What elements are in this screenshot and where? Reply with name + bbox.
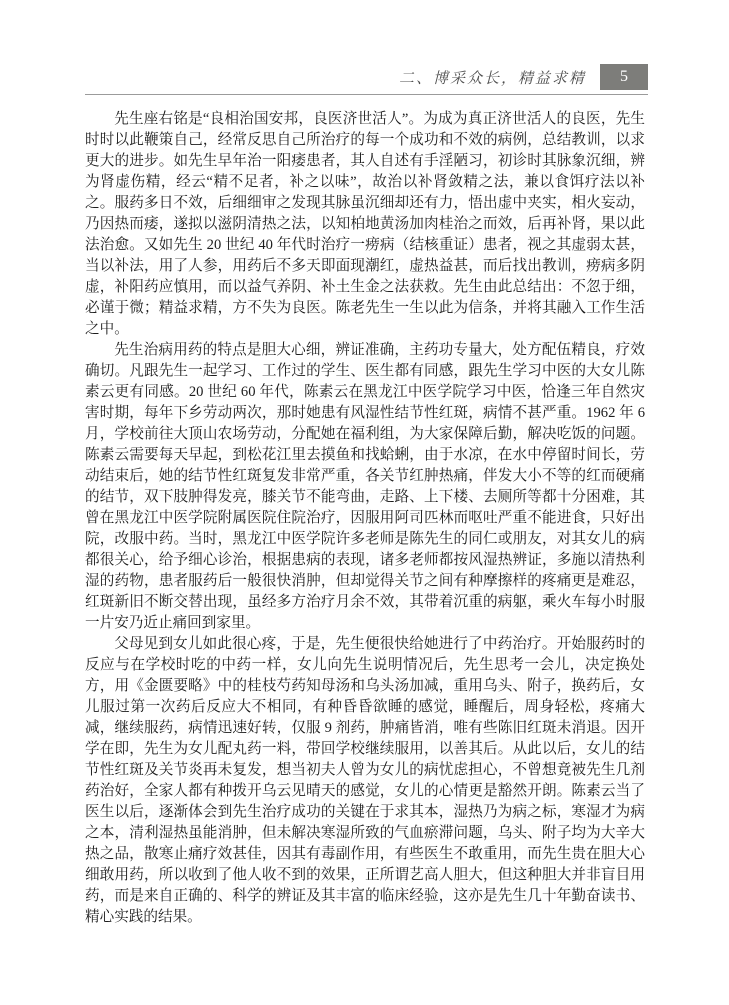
paragraph-3: 父母见到女儿如此很心疼，于是，先生便很快给她进行了中药治疗。开始服药时的反应与在学校时吃的中药一样，女儿向先生说明情况后，先生思考一会儿，决定换处方，用《金匮要略》中的桂枝芍药知母汤和乌头汤加减，重用乌头、附子，换药后，女儿服过第一次药后反应大不相同，有种昏昏欲睡的感觉，睡醒后，周身轻松，疼痛大减，继续服药，病情迅速好转，仅服 9 剂药，肿痛皆消，唯有些陈旧红斑未消退。因开学在即，先生为女儿配丸药一料，带回学校继续服用，以善其后。从此以后，女儿的结节性红斑及关节炎再未复发，想当初夫人曾为女儿的病忧虑担心，不曾想竟被先生几剂药治好，全家人都有种拨开乌云见晴天的感觉，女儿的心情更是豁然开朗。陈素云当了医生以后，逐渐体会到先生治疗成功的关键在于求其本，湿热乃为病之标，寒湿才为病之本，清利湿热虽能消肿，但未解决寒湿所致的气血瘀滞问题，乌头、附子均为大辛大热之品，散寒止痛疗效甚佳，因其有毒副作用，有些医生不敢重用，而先生贵在胆大心细敢用药，所以收到了他人收不到的效果，正所谓艺高人胆大，但这种胆大并非盲目用药，而是来自正确的、科学的辨证及其丰富的临床经验，这亦是先生几十年勤奋读书、精心实践的结果。 xyxy=(85,636,645,925)
paragraph-2: 先生治病用药的特点是胆大心细，辨证准确，主药功专量大，处方配伍精良，疗效确切。凡跟先生一起学习、工作过的学生、医生都有同感，跟先生学习中医的大女儿陈素云更有同感。20 世纪 60 年代，陈素云在黑龙江中医学院学习中医，恰逢三年自然灾害时期，每年下乡劳动两次，那时她患有风湿性结节性红斑，病情不甚严重。1962 年 6 月，学校前往大顶山农场劳动，分配她在福利组，为大家保障后勤，解决吃饭的问题。陈素云需要每天早起，到松花江里去摸鱼和找蛤蜊，由于水凉，在水中停留时间长，劳动结束后，她的结节性红斑复发非常严重，各关节红肿热痛，伴发大小不等的红而硬痛的结节，双下肢肿得发亮，膝关节不能弯曲，走路、上下楼、去厕所等都十分困难，其曾在黑龙江中医学院附属医院住院治疗，因服用阿司匹林而呕吐严重不能进食，只好出院，改服中药。当时，黑龙江中医学院许多老师是陈先生的同仁或朋友，对其女儿的病都很关心，给予细心诊治，根据患病的表现，诸多老师都按风湿热辨证，多施以清热利湿的药物，患者服药后一般很快消肿，但却觉得关节之间有种摩擦样的疼痛更是难忍，红斑新旧不断交替出现，虽经多方治疗月余不效，其带着沉重的病躯，乘火车每小时服一片安乃近止痛回到家里。 xyxy=(85,342,645,631)
page-header xyxy=(85,62,648,92)
page-number-badge: 5 xyxy=(600,64,648,90)
running-head-title: 二、博采众长，精益求精 xyxy=(398,70,586,87)
body-text-block xyxy=(85,109,645,928)
paragraph-1: 先生座右铭是“良相治国安邦，良医济世活人”。为成为真正济世活人的良医，先生时时以此鞭策自己，经常反思自己所治疗的每一个成功和不效的病例，总结教训，以求更大的进步。如先生早年治一阳痿患者，其人自述有手淫陋习，初诊时其脉象沉细，辨为肾虚伤精，经云“精不足者，补之以味”，故治以补肾敛精之法，兼以食饵疗法以补之。服药多日不效，后细细审之发现其脉虽沉细却还有力，悟出虚中夹实，相火妄动，乃因热而痿，遂拟以滋阴清热之法，以知柏地黄汤加肉桂治之而效，后再补肾，果以此法治愈。又如先生 20 世纪 40 年代时治疗一痨病（结核重证）患者，视之其虚弱太甚，当以补法，用了人参，用药后不多天即面现潮红，虚热益甚，而后找出教训，痨病多阴虚，补阳药应慎用，而以益气养阴、补土生金之法获救。先生由此总结出：不忽于细，必谨于微；精益求精，方不失为良医。陈老先生一生以此为信条，并将其融入工作生活之中。 xyxy=(85,111,645,337)
header-divider xyxy=(85,94,648,95)
